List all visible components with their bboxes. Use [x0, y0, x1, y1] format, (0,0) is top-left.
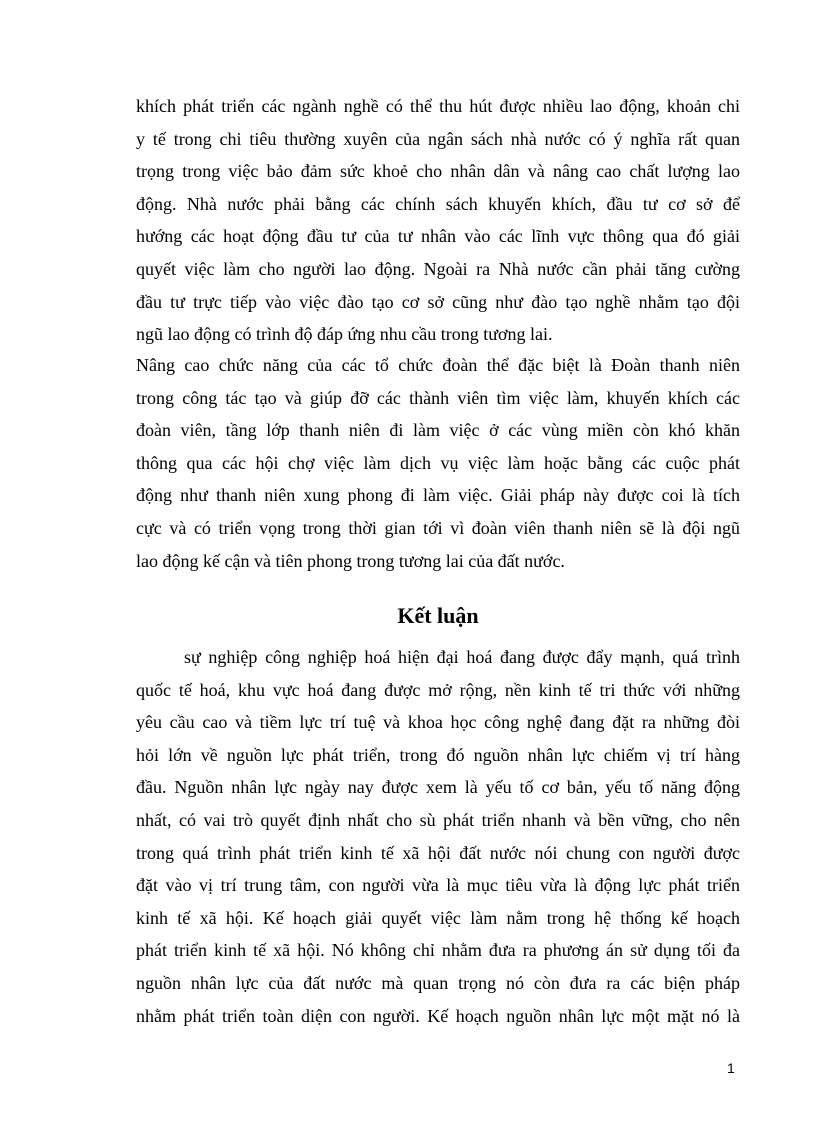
text-line: quốc tế hoá, khu vực hoá đang được mở rộng, nền kinh tế tri thức với những: [136, 679, 740, 700]
text-line: nguồn nhân lực của đất nước mà quan trọng nó còn đưa ra các biện pháp: [136, 972, 740, 993]
text-line: kinh tế xã hội. Kế hoạch giải quyết việc làm nằm trong hệ thống kế hoạch: [136, 907, 740, 928]
text-line: thông qua các hội chợ việc làm dịch vụ việc làm hoặc bằng các cuộc phát: [136, 452, 740, 473]
text-line: đặt vào vị trí trung tâm, con người vừa là mục tiêu vừa là động lực phát triển: [136, 875, 740, 896]
paragraph-1: [136, 90, 740, 351]
text-line: ngũ lao động có trình độ đáp ứng nhu cầu trong tương lai.: [136, 324, 553, 345]
paragraph-3: [136, 641, 740, 1032]
text-line: Nâng cao chức năng của các tổ chức đoàn thể đặc biệt là Đoàn thanh niên: [136, 355, 740, 375]
text-line: hỏi lớn về nguồn lực phát triển, trong đó nguồn nhân lực chiếm vị trí hàng: [136, 744, 740, 765]
section-heading: Kết luận: [397, 603, 479, 628]
text-line: trong quá trình phát triển kinh tế xã hội đất nước nói chung con người được: [136, 842, 740, 863]
paragraph-2: [136, 349, 740, 577]
text-line: quyết việc làm cho người lao động. Ngoài ra Nhà nước cần phải tăng cường: [136, 258, 740, 279]
text-line: đầu. Nguồn nhân lực ngày nay được xem là yếu tố cơ bản, yếu tố năng động: [136, 777, 740, 798]
text-line: sự nghiệp công nghiệp hoá hiện đại hoá đang được đẩy mạnh, quá trình: [184, 647, 740, 667]
text-line: phát triển kinh tế xã hội. Nó không chỉ nhằm đưa ra phương án sử dụng tối đa: [136, 940, 740, 961]
text-line: y tế trong chi tiêu thường xuyên của ngân sách nhà nước có ý nghĩa rất quan: [136, 128, 740, 149]
text-line: nhằm phát triển toàn diện con người. Kế hoạch nguồn nhân lực một mặt nó là: [136, 1005, 740, 1026]
page-number: 1: [727, 1060, 735, 1076]
text-line: động. Nhà nước phải bằng các chính sách khuyến khích, đầu tư cơ sở để: [136, 193, 740, 214]
text-line: trong công tác tạo và giúp đỡ các thành viên tìm việc làm, khuyến khích các: [136, 387, 740, 408]
text-line: lao động kế cận và tiên phong trong tương lai của đất nước.: [136, 550, 565, 571]
text-line: yêu cầu cao và tiềm lực trí tuệ và khoa học công nghệ đang đặt ra những đòi: [136, 712, 740, 733]
text-line: cực và có triển vọng trong thời gian tới vì đoàn viên thanh niên sẽ là đội ngũ: [136, 517, 740, 538]
text-line: nhất, có vai trò quyết định nhất cho sù phát triển nhanh và bền vững, cho nên: [136, 809, 740, 830]
text-line: đoàn viên, tầng lớp thanh niên đi làm việc ở các vùng miền còn khó khăn: [136, 420, 740, 441]
text-line: đầu tư trực tiếp vào việc đào tạo cơ sở cũng như đào tạo nghề nhằm tạo đội: [136, 291, 740, 312]
text-line: khích phát triển các ngành nghề có thể thu hút được nhiều lao động, khoản chi: [136, 96, 740, 116]
text-line: động như thanh niên xung phong đi làm việc. Giải pháp này được coi là tích: [136, 485, 740, 506]
text-line: hướng các hoạt động đầu tư của tư nhân vào các lĩnh vực thông qua đó giải: [136, 226, 740, 247]
text-line: trọng trong việc bảo đảm sức khoẻ cho nhân dân và nâng cao chất lượng lao: [136, 161, 740, 182]
